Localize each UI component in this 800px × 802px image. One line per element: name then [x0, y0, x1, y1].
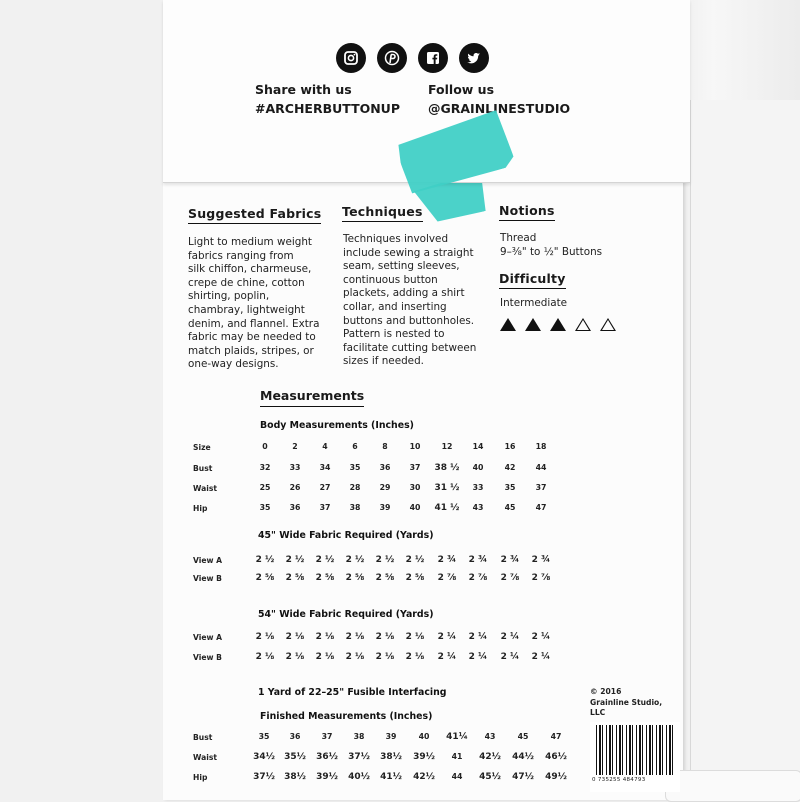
share-block — [255, 80, 400, 118]
copyright-notice: © 2016 Grainline Studio, LLC — [590, 687, 663, 717]
body-cell: 35 — [349, 463, 361, 472]
difficulty-filled-triangle-icon — [525, 318, 541, 331]
fabric54-cell: 2 ¼ — [468, 652, 488, 662]
fabric54-cell: 2 ⅛ — [405, 632, 425, 642]
finished-row-label: Hip — [193, 773, 208, 782]
body-cell: 37 — [319, 503, 331, 512]
fabric54-row-label: View B — [193, 653, 222, 662]
fabric45-cell: 2 ⅝ — [405, 573, 425, 583]
finished-cell: 39½ — [316, 772, 338, 782]
fabric45-cell: 2 ½ — [315, 555, 335, 565]
fabric45-cell: 2 ⅞ — [468, 573, 488, 583]
fabric54-cell: 2 ¼ — [468, 632, 488, 642]
finished-cell: 47 — [550, 732, 562, 741]
finished-cell: 39 — [385, 732, 397, 741]
fabric45-cell: 2 ¾ — [531, 555, 551, 565]
body-cell: 32 — [259, 463, 271, 472]
fabric45-cell: 2 ¾ — [468, 555, 488, 565]
fabric54-cell: 2 ⅛ — [345, 652, 365, 662]
finished-cell: 36½ — [316, 752, 338, 762]
body-cell: 38 ½ — [434, 463, 460, 473]
envelope-edge — [690, 100, 800, 800]
body-cell: 25 — [259, 483, 271, 492]
body-cell: 28 — [349, 483, 361, 492]
difficulty-heading: Difficulty — [499, 271, 566, 286]
body-cell: 35 — [259, 503, 271, 512]
finished-cell: 45½ — [479, 772, 501, 782]
fabric54-cell: 2 ⅛ — [405, 652, 425, 662]
finished-cell: 37½ — [348, 752, 370, 762]
body-cell: 42 — [504, 463, 516, 472]
fabric45-cell: 2 ⅞ — [500, 573, 520, 583]
difficulty-rating — [500, 318, 616, 331]
body-cell: 45 — [504, 503, 516, 512]
finished-cell: 41 — [451, 752, 463, 761]
finished-cell: 40 — [418, 732, 430, 741]
fabric54-cell: 2 ⅛ — [315, 652, 335, 662]
body-row-label: Waist — [193, 484, 217, 493]
fabric45-cell: 2 ½ — [255, 555, 275, 565]
finished-cell: 35½ — [284, 752, 306, 762]
facebook-icon[interactable] — [418, 43, 448, 73]
fabric54-cell: 2 ⅛ — [375, 632, 395, 642]
body-row-label: Bust — [193, 464, 213, 473]
body-cell: 29 — [379, 483, 391, 492]
fabric54-cell: 2 ¼ — [531, 632, 551, 642]
finished-cell: 45 — [517, 732, 529, 741]
fabrics-heading: Suggested Fabrics — [188, 206, 321, 221]
body-cell: 12 — [441, 442, 453, 451]
barcode-number: 0 735255 484793 — [592, 777, 646, 783]
body-cell: 10 — [409, 442, 421, 451]
finished-cell: 39½ — [413, 752, 435, 762]
body-cell: 14 — [472, 442, 484, 451]
finished-cell: 42½ — [413, 772, 435, 782]
body-cell: 8 — [382, 442, 388, 451]
fabric-45-title: 45" Wide Fabric Required (Yards) — [258, 530, 434, 541]
finished-cell: 37 — [321, 732, 333, 741]
notions-text: Thread 9–⅜" to ½" Buttons — [500, 232, 603, 258]
techniques-text: Techniques involved include sewing a straight seam, setting sleeves, continuous button plackets, adding a shirt collar, and inserting buttons and buttonholes. Pattern is nested to facilitate cutting between sizes if needed. — [343, 233, 477, 368]
body-cell: 34 — [319, 463, 331, 472]
envelope-pouch — [665, 770, 800, 802]
fabric54-cell: 2 ⅛ — [255, 632, 275, 642]
follow-title: Follow us — [428, 82, 495, 97]
body-cell: 47 — [535, 503, 547, 512]
fabric45-row-label: View A — [193, 556, 223, 565]
finished-row-label: Waist — [193, 753, 217, 762]
fabrics-text: Light to medium weight fabrics ranging from silk chiffon, charmeuse, crepe de chine, cotton shirting, poplin, chambray, lightweight denim, and flannel. Extra fabric may be needed to match plaids, stripes, or one-way designs. — [188, 236, 320, 371]
fabric45-cell: 2 ⅞ — [437, 573, 457, 583]
finished-cell: 44 — [451, 772, 463, 781]
difficulty-filled-triangle-icon — [500, 318, 516, 331]
body-cell: 30 — [409, 483, 421, 492]
follow-block — [428, 80, 570, 118]
finished-cell: 46½ — [545, 752, 567, 762]
finished-cell: 40½ — [348, 772, 370, 782]
share-hashtag[interactable]: #ARCHERBUTTONUP — [255, 101, 400, 116]
body-cell: 26 — [289, 483, 301, 492]
finished-cell: 41½ — [380, 772, 402, 782]
difficulty-filled-triangle-icon — [550, 318, 566, 331]
share-title: Share with us — [255, 82, 352, 97]
finished-cell: 38½ — [284, 772, 306, 782]
fabric45-cell: 2 ¾ — [437, 555, 457, 565]
body-cell: 37 — [409, 463, 421, 472]
fabric45-cell: 2 ½ — [375, 555, 395, 565]
body-cell: 41 ½ — [434, 503, 460, 513]
finished-cell: 49½ — [545, 772, 567, 782]
fabric54-cell: 2 ¼ — [437, 632, 457, 642]
fabric45-cell: 2 ½ — [345, 555, 365, 565]
fabric54-row-label: View A — [193, 633, 223, 642]
body-row-label: Size — [193, 443, 211, 452]
fabric45-cell: 2 ⅝ — [285, 573, 305, 583]
barcode-bars — [596, 725, 676, 775]
follow-handle[interactable]: @GRAINLINESTUDIO — [428, 101, 571, 116]
body-cell: 27 — [319, 483, 331, 492]
body-cell: 2 — [292, 442, 298, 451]
finished-cell: 42½ — [479, 752, 501, 762]
body-cell: 36 — [289, 503, 301, 512]
fabric54-cell: 2 ⅛ — [255, 652, 275, 662]
social-icons — [336, 43, 489, 73]
fabric-54-title: 54" Wide Fabric Required (Yards) — [258, 609, 434, 620]
fabric54-cell: 2 ⅛ — [285, 652, 305, 662]
finished-cell: 37½ — [253, 772, 275, 782]
fabric54-cell: 2 ⅛ — [285, 632, 305, 642]
fabric45-cell: 2 ⅝ — [255, 573, 275, 583]
finished-cell: 44½ — [512, 752, 534, 762]
pinterest-icon[interactable] — [377, 43, 407, 73]
body-cell: 16 — [504, 442, 516, 451]
finished-cell: 47½ — [512, 772, 534, 782]
fabric45-cell: 2 ¾ — [500, 555, 520, 565]
finished-cell: 38 — [353, 732, 365, 741]
techniques-heading: Techniques — [342, 204, 423, 219]
body-cell: 36 — [379, 463, 391, 472]
measurements-heading: Measurements — [260, 388, 364, 403]
body-cell: 35 — [504, 483, 516, 492]
interfacing-note: 1 Yard of 22–25" Fusible Interfacing — [258, 687, 447, 698]
body-cell: 40 — [409, 503, 421, 512]
fabric45-cell: 2 ⅝ — [345, 573, 365, 583]
body-cell: 37 — [535, 483, 547, 492]
fabric54-cell: 2 ¼ — [500, 632, 520, 642]
notions-heading: Notions — [499, 203, 555, 218]
fabric45-cell: 2 ⅝ — [315, 573, 335, 583]
body-cell: 0 — [262, 442, 268, 451]
body-cell: 4 — [322, 442, 328, 451]
difficulty-empty-triangle-icon — [575, 318, 591, 331]
fabric54-cell: 2 ⅛ — [345, 632, 365, 642]
finished-row-label: Bust — [193, 733, 213, 742]
difficulty-level: Intermediate — [500, 297, 568, 309]
body-cell: 38 — [349, 503, 361, 512]
body-cell: 44 — [535, 463, 547, 472]
finished-cell: 36 — [289, 732, 301, 741]
body-cell: 33 — [289, 463, 301, 472]
body-row-label: Hip — [193, 504, 208, 513]
finished-cell: 35 — [258, 732, 270, 741]
finished-cell: 41¼ — [446, 732, 468, 742]
difficulty-empty-triangle-icon — [600, 318, 616, 331]
barcode — [590, 722, 680, 792]
instagram-icon[interactable] — [336, 43, 366, 73]
body-cell: 33 — [472, 483, 484, 492]
finished-cell: 34½ — [253, 752, 275, 762]
finished-cell: 43 — [484, 732, 496, 741]
fabric54-cell: 2 ¼ — [500, 652, 520, 662]
fabric45-cell: 2 ⅝ — [375, 573, 395, 583]
body-cell: 31 ½ — [434, 483, 460, 493]
body-cell: 6 — [352, 442, 358, 451]
fabric45-cell: 2 ½ — [285, 555, 305, 565]
body-measurements-title: Body Measurements (Inches) — [260, 420, 414, 431]
fabric54-cell: 2 ¼ — [531, 652, 551, 662]
fabric45-cell: 2 ½ — [405, 555, 425, 565]
fabric54-cell: 2 ¼ — [437, 652, 457, 662]
fabric45-row-label: View B — [193, 574, 222, 583]
fabric54-cell: 2 ⅛ — [375, 652, 395, 662]
finished-cell: 38½ — [380, 752, 402, 762]
body-cell: 39 — [379, 503, 391, 512]
fabric45-cell: 2 ⅞ — [531, 573, 551, 583]
body-cell: 43 — [472, 503, 484, 512]
fabric54-cell: 2 ⅛ — [315, 632, 335, 642]
twitter-icon[interactable] — [459, 43, 489, 73]
finished-measurements-title: Finished Measurements (Inches) — [260, 711, 433, 722]
body-cell: 40 — [472, 463, 484, 472]
body-cell: 18 — [535, 442, 547, 451]
